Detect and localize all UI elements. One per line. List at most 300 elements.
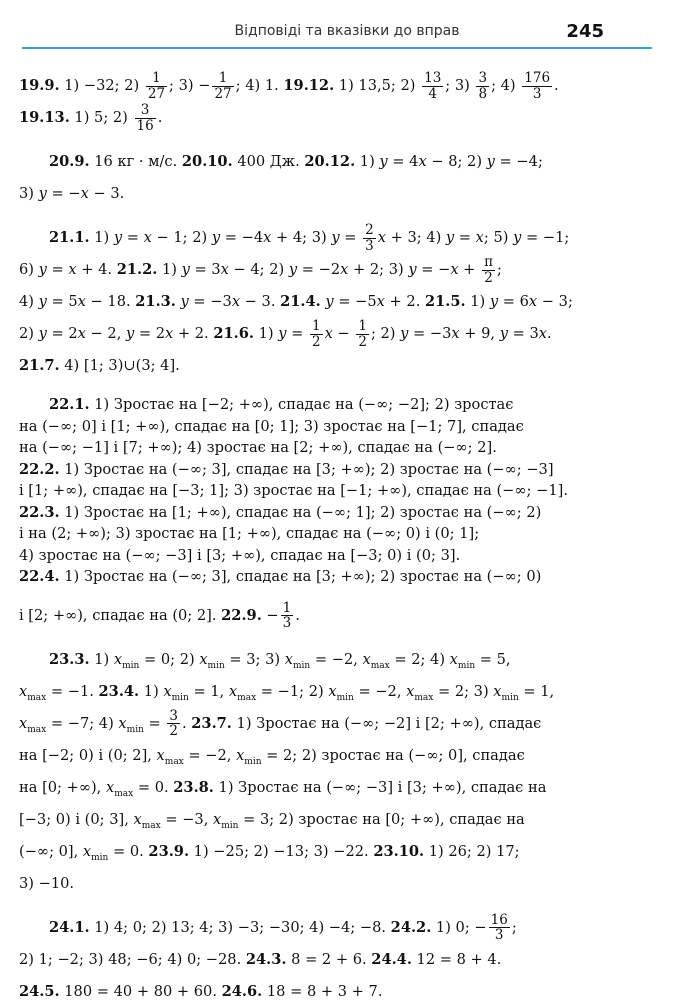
exercise-number: 21.1. [49,229,90,246]
text-line [19,146,612,178]
fraction [476,71,489,100]
math-variable: y [38,261,47,278]
fraction [422,71,443,100]
math-variable: y [408,261,417,278]
block-gap [19,210,612,222]
answer-text: і [1; +∞), спадає на [−3; 1]; 3) зростає на [−1; +∞), спадає на (−∞; −1]. [19,482,568,499]
math-variable: x [406,682,415,700]
fraction-numerator: 1 [312,318,321,335]
fraction [212,71,233,100]
fraction-numerator: 1 [358,318,367,335]
answer-text: = 3 [507,325,539,342]
math-variable: x [328,682,337,700]
text-line [19,566,612,588]
math-variable: y [486,153,495,170]
answer-text: − 3. [240,293,281,310]
text-line [19,102,612,134]
fraction [482,255,495,284]
text-line [19,437,612,459]
answer-text: + 9, [459,325,500,342]
subscript: max [414,692,434,703]
fraction [363,223,376,252]
math-variable: x [77,325,86,342]
text-line [19,836,612,868]
exercise-number: 19.13. [19,109,70,126]
answer-text: ; 2) [370,325,401,342]
answer-text: = 0. [108,842,149,860]
answer-text: + 4; 3) [271,229,332,246]
math-variable: x [68,261,77,278]
exercise-number: 23.3. [49,650,90,668]
answer-text: = 3; 2) зростає на [0; +∞), спадає на [238,810,525,828]
answer-text: = −3 [188,293,232,310]
answer-text: 1) Зростає на [1; +∞), спадає на (−∞; 1]; 2) зростає на (−∞; 2) [59,503,542,521]
fraction-numerator: 176 [524,70,551,87]
subscript: min [122,660,140,671]
math-variable: x [284,650,293,668]
math-variable: x [231,293,241,310]
exercise-number: 22.2. [19,460,60,478]
answer-text: = 5, [475,650,511,668]
math-variable: x [228,682,238,700]
subscript: min [244,756,262,767]
subscript: min [126,724,144,735]
math-variable: x [199,650,208,668]
subscript: max [370,660,390,671]
math-variable: y [181,261,190,278]
exercise-number: 24.3. [245,950,287,968]
text-line [19,254,612,286]
subscript: min [292,660,311,671]
text-line [19,804,612,836]
math-variable: x [450,261,459,278]
subscript: max [27,692,47,703]
math-variable: x [493,682,502,700]
answer-text: 400 Дж. [232,153,305,170]
answer-text: = −2, [183,746,237,764]
math-variable: y [278,325,287,342]
math-variable: y [38,325,47,342]
fraction-denominator: 27 [147,85,166,102]
answer-text: = 6 [498,293,529,310]
exercise-number: 24.5. [19,982,60,1000]
text-line [19,286,612,318]
answer-text: і на (2; +∞); 3) зростає на [1; +∞), спадає на (−∞; 0) і (0; 1]; [19,525,480,542]
answer-text: = 4 [387,153,419,170]
answer-text: − [332,325,355,342]
answer-text: 1) Зростає на (−∞; −2] і [2; +∞), спадає [231,714,542,732]
exercise-number: 23.4. [98,682,140,700]
subscript: min [336,692,354,703]
text-line [19,480,612,502]
answer-text: = 5 [46,293,78,310]
header-title: Відповіді та вказівки до вправ [234,23,460,39]
exercise-number: 23.7. [191,714,232,732]
exercise-number: 21.5. [424,293,466,310]
answer-text: 12 = 8 + 4. [411,950,502,968]
answer-text: = 1, [188,682,229,700]
text-line [19,350,612,382]
answer-text: = −2, [310,650,363,668]
text-line [19,976,612,1008]
math-variable: y [445,229,455,246]
math-variable: x [220,261,229,278]
page-number: 245 [566,21,604,42]
fraction-numerator: 2 [365,222,374,239]
answer-text: 4) зростає на (−∞; −3] і [3; +∞), спадає на [−3; 0) і (0; 3]. [19,546,461,564]
subscript: min [91,852,109,863]
math-variable: y [513,229,522,246]
math-variable: y [325,293,334,310]
fraction [522,71,552,100]
fraction-numerator: 1 [282,599,292,616]
exercise-number: 22.4. [19,568,60,585]
exercise-number: 21.3. [135,293,176,310]
answer-text: 16 кг · м/с. [89,153,182,170]
fraction-denominator: 2 [312,333,321,350]
answer-text: 1) [465,293,490,310]
answer-text: = 2 [46,325,78,342]
answer-text: ; 3) [445,77,475,94]
answer-text: 1) 13,5; 2) [334,77,421,94]
answer-text: − [261,606,279,624]
answer-text: = 0. [133,778,174,796]
answer-text: . [554,77,559,94]
math-variable: x [165,325,174,342]
answer-text: 4) [1; 3)∪(3; 4]. [59,357,180,374]
answer-text: − 3. [88,185,125,202]
math-variable: y [38,185,47,202]
subscript: max [141,820,161,831]
answer-text: 1) [89,650,114,668]
answer-text: = −3 [408,325,452,342]
math-variable: x [19,682,28,700]
fraction-numerator: 3 [169,707,178,724]
fraction-numerator: 13 [424,70,442,87]
text-line [19,644,612,676]
exercise-number: 21.7. [19,357,60,374]
answer-text: = [286,325,308,342]
math-variable: x [105,778,115,796]
math-variable: y [489,293,499,310]
math-variable: x [475,229,484,246]
fraction [356,319,369,348]
answer-text: = [122,229,144,246]
text-line [19,545,612,567]
subscript: min [501,692,519,703]
math-variable: x [451,325,460,342]
exercise-number: 22.9. [221,606,262,624]
answer-text: = 1, [518,682,555,700]
answer-text: = −1. [46,682,99,700]
text-line [19,502,612,524]
exercise-number: 23.8. [173,778,214,796]
answer-text: = [339,229,362,246]
subscript: max [114,788,134,799]
answer-text: + 2; 3) [348,261,409,278]
exercise-number: 20.12. [304,153,356,170]
answer-text: + [458,261,481,278]
fraction-denominator: 2 [484,269,493,286]
answer-text: 1) −32; 2) [59,77,144,94]
math-variable: x [376,293,385,310]
text-line [19,459,612,481]
subscript: max [237,692,257,703]
answer-text: 1) [355,153,380,170]
exercise-number: 24.6. [221,982,263,1000]
answer-text: 1) [139,682,164,700]
fraction [310,319,323,348]
exercise-number: 22.3. [19,503,60,521]
answer-text: ; 4) [491,77,521,94]
answer-text: = −4; [494,153,543,170]
answer-text: ; [496,261,502,278]
exercise-number: 21.2. [116,261,158,278]
answer-text: − 3; [537,293,573,310]
text-line [19,523,612,545]
math-variable: y [288,261,298,278]
answer-text: 1) 0; − [431,918,487,936]
math-variable: x [143,229,152,246]
exercise-number: 24.4. [371,950,412,968]
answers-body [19,70,612,1008]
answer-text: = 2; 3) [433,682,494,700]
answer-text: (−∞; 0], [19,842,83,860]
exercise-number: 21.6. [213,325,254,342]
exercise-number: 23.10. [373,842,425,860]
fraction [489,913,510,942]
answer-text: 1) 5; 2) [69,109,133,126]
answer-text: = 0; 2) [139,650,200,668]
fraction-denominator: 3 [365,237,374,254]
fraction-denominator: 8 [478,85,488,102]
text-line [19,70,612,102]
math-variable: y [180,293,189,310]
answer-text: = −1; [521,229,570,246]
fraction [146,71,167,100]
fraction-numerator: 1 [212,71,233,86]
math-variable: x [538,325,547,342]
answer-text: 3) −10. [19,874,75,892]
math-variable: y [499,325,508,342]
block-gap [19,382,612,394]
answer-text: ; [511,918,517,936]
fraction-denominator: 3 [494,927,504,943]
answer-text: ; 5) [483,229,514,246]
text-line [19,676,612,708]
exercise-number: 20.9. [49,153,90,170]
answer-text: = −1; 2) [256,682,329,700]
exercise-number: 23.9. [148,842,190,860]
answer-text: 8 = 2 + 6. [286,950,372,968]
math-variable: y [125,325,135,342]
answer-text: 6) [19,261,39,278]
math-variable: x [213,810,222,828]
math-variable: x [133,810,142,828]
answer-text: = [46,261,69,278]
math-variable: x [118,714,127,732]
exercise-number: 24.2. [390,918,432,936]
fraction-denominator: 27 [214,85,232,102]
answer-text: − 18. [85,293,136,310]
text-line [19,912,612,944]
text-line [19,708,612,740]
answer-text: = − [46,185,81,202]
answer-text: . [157,109,163,126]
fraction-denominator: 3 [532,85,542,102]
answer-text: + 3; 4) [385,229,446,246]
answer-text: . [295,606,300,624]
math-variable: y [331,229,340,246]
exercise-number: 19.12. [283,77,335,94]
answer-text: 1) 26; 2) 17; [424,842,520,860]
answer-text: = 3 [189,261,221,278]
answer-text: − 2, [85,325,126,342]
answer-text: 2) [19,325,39,342]
math-variable: y [113,229,123,246]
fraction-denominator: 16 [136,117,154,134]
answer-text: 1) −25; 2) −13; 3) −22. [189,842,374,860]
answer-text: 1) [89,229,114,246]
math-variable: x [263,229,272,246]
math-variable: x [236,746,245,764]
answer-text: = 2 [134,325,166,342]
block-gap [19,632,612,644]
answer-text: на [0; +∞), [19,778,106,796]
math-variable: x [80,185,89,202]
answer-text: ; 3) − [169,77,211,94]
answer-text: на (−∞; −1] і [7; +∞); 4) зростає на [2; +∞), спадає на (−∞; 2]. [19,439,497,456]
fraction-denominator: 3 [282,615,292,631]
math-variable: y [38,293,47,310]
answer-text: = −3, [160,810,213,828]
answer-text: 1) Зростає на (−∞; −3] і [3; +∞), спадає на [213,778,547,796]
text-line [19,394,612,416]
answer-text: 1) [253,325,279,342]
math-variable: x [324,325,333,342]
answer-text: 1) Зростає на (−∞; 3], спадає на [3; +∞); 2) зростає на (−∞; −3] [59,460,554,478]
answer-text: 1) Зростає на [−2; +∞), спадає на (−∞; −2]; 2) зростає [89,396,514,413]
answer-text: = 3; 3) [224,650,285,668]
text-line [19,178,612,210]
subscript: min [171,692,189,703]
answer-text: = [454,229,476,246]
answer-text: 180 = 40 + 80 + 60. [59,982,222,1000]
text-line [19,944,612,976]
math-variable: x [156,746,165,764]
fraction [281,601,294,630]
header-rule [22,47,652,49]
subscript: min [207,660,225,671]
block-gap [19,134,612,146]
answer-text: [−3; 0) і (0; 3], [19,810,134,828]
answer-text: 4) [19,293,39,310]
text-line [19,222,612,254]
answer-text: на (−∞; 0] і [1; +∞), спадає на [0; 1]; 3) зростає на [−1; 7], спадає [19,417,524,435]
fraction-denominator: 4 [428,85,437,102]
answer-text: = 2; 2) зростає на (−∞; 0], спадає [261,746,525,764]
subscript: max [27,724,47,735]
answer-text: = −7; 4) [46,714,119,732]
math-variable: y [379,153,388,170]
math-variable: x [77,293,86,310]
fraction [135,103,156,132]
text-line [19,600,612,632]
text-line [19,318,612,350]
math-variable: x [340,261,349,278]
answer-text: + 4. [76,261,117,278]
answer-text: − 4; 2) [228,261,289,278]
math-variable: x [377,229,386,246]
fraction-numerator: π [484,254,493,271]
fraction-denominator: 2 [169,723,178,739]
answer-text: 1) 4; 0; 2) 13; 4; 3) −3; −30; 4) −4; −8. [89,918,391,936]
math-variable: x [163,682,172,700]
subscript: max [164,756,184,767]
answer-text: = −4 [220,229,264,246]
math-variable: y [400,325,409,342]
answer-text: = − [416,261,451,278]
answer-text: + 2. [173,325,214,342]
answer-text: = [143,714,166,732]
answer-text: 2) 1; −2; 3) 48; −6; 4) 0; −28. [19,950,246,968]
text-line [19,416,612,438]
answer-text: 1) Зростає на (−∞; 3], спадає на [3; +∞); 2) зростає на (−∞; 0) [59,568,542,585]
math-variable: x [418,153,427,170]
answer-text: 18 = 8 + 3 + 7. [262,982,383,1000]
text-line [19,868,612,900]
page-header [22,21,672,49]
exercise-number: 24.1. [49,918,90,936]
answer-text: = 2; 4) [389,650,450,668]
fraction-numerator: 3 [478,70,488,87]
answer-text: на [−2; 0) і (0; 2], [19,746,157,764]
answer-text: 3) [19,185,39,202]
subscript: min [457,660,476,671]
fraction-numerator: 3 [135,103,156,118]
fraction-numerator: 1 [146,71,167,86]
math-variable: x [449,650,458,668]
math-variable: x [528,293,538,310]
answer-text: 1) [157,261,182,278]
fraction-numerator: 16 [490,911,508,928]
answer-text: . [181,714,192,732]
block-gap [19,588,612,600]
answer-text: = −2, [353,682,407,700]
fraction [167,709,180,738]
text-line [19,740,612,772]
math-variable: x [362,650,371,668]
answer-text: + 2. [384,293,425,310]
subscript: min [221,820,239,831]
math-variable: x [82,842,92,860]
answer-text: ; 4) 1. [235,77,284,94]
answer-text: − 8; 2) [426,153,487,170]
exercise-number: 19.9. [19,77,60,94]
text-line [19,772,612,804]
block-gap [19,900,612,912]
answer-text: − 1; 2) [151,229,212,246]
answer-text: і [2; +∞), спадає на (0; 2]. [19,606,222,624]
answer-text: = −2 [297,261,341,278]
answer-text: = −5 [333,293,377,310]
exercise-number: 22.1. [49,396,90,413]
math-variable: y [211,229,221,246]
exercise-number: 21.4. [280,293,321,310]
fraction-denominator: 2 [358,333,367,350]
math-variable: x [19,714,28,732]
math-variable: x [113,650,123,668]
